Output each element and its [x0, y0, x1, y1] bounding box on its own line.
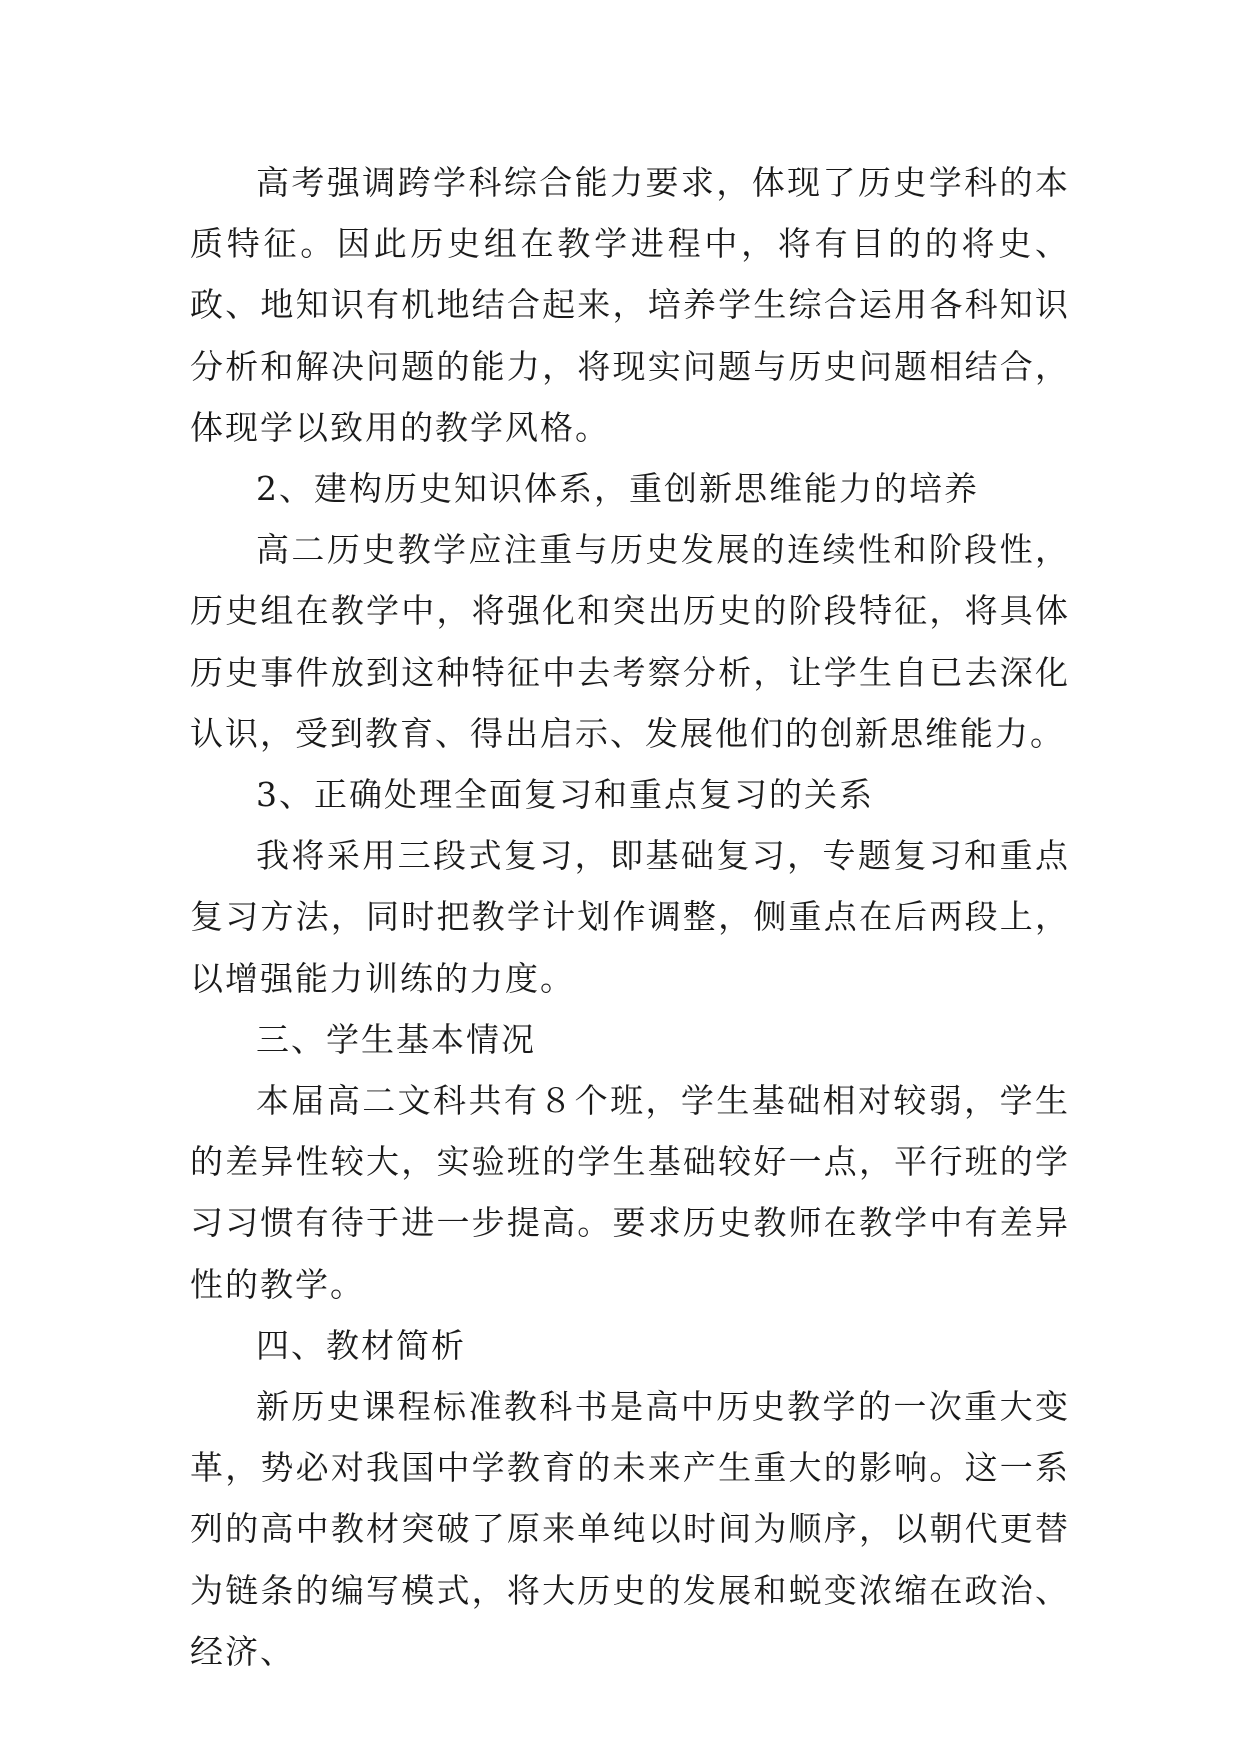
heading-student-situation: 三、学生基本情况 — [256, 1019, 536, 1059]
paragraph-history-continuity: 高二历史教学应注重与历史发展的连续性和阶段性，历史组在教学中，将强化和突出历史的阶段特征，将具体历史事件放到这种特征中去考察分析，让学生自已去深化认识，受到教育、得出启示、发展他们的创新思维能力。 — [190, 530, 1070, 753]
paragraph-textbook-analysis: 新历史课程标准教科书是高中历史教学的一次重大变革，势必对我国中学教育的未来产生重大的影响。这一系列的高中教材突破了原来单纯以时间为顺序，以朝代更替为链条的编写模式，将大历史的发展和蜕变浓缩在政治、经济、 — [190, 1387, 1070, 1671]
document-body — [190, 152, 1070, 1682]
paragraph-cross-discipline: 高考强调跨学科综合能力要求，体现了历史学科的本质特征。因此历史组在教学进程中，将有目的的将史、政、地知识有机地结合起来，培养学生综合运用各科知识分析和解决问题的能力，将现实问题与历史问题相结合，体现学以致用的教学风格。 — [190, 163, 1070, 447]
heading-knowledge-system: 2、建构历史知识体系，重创新思维能力的培养 — [256, 469, 979, 509]
paragraph-three-stage-review: 我将采用三段式复习，即基础复习，专题复习和重点复习方法，同时把教学计划作调整，侧重点在后两段上，以增强能力训练的力度。 — [190, 836, 1070, 998]
heading-textbook-analysis: 四、教材简析 — [256, 1325, 466, 1365]
paragraph-student-situation: 本届高二文科共有８个班，学生基础相对较弱，学生的差异性较大，实验班的学生基础较好一点，平行班的学习习惯有待于进一步提高。要求历史教师在教学中有差异性的教学。 — [190, 1081, 1070, 1304]
heading-review-relationship: 3、正确处理全面复习和重点复习的关系 — [256, 775, 874, 815]
